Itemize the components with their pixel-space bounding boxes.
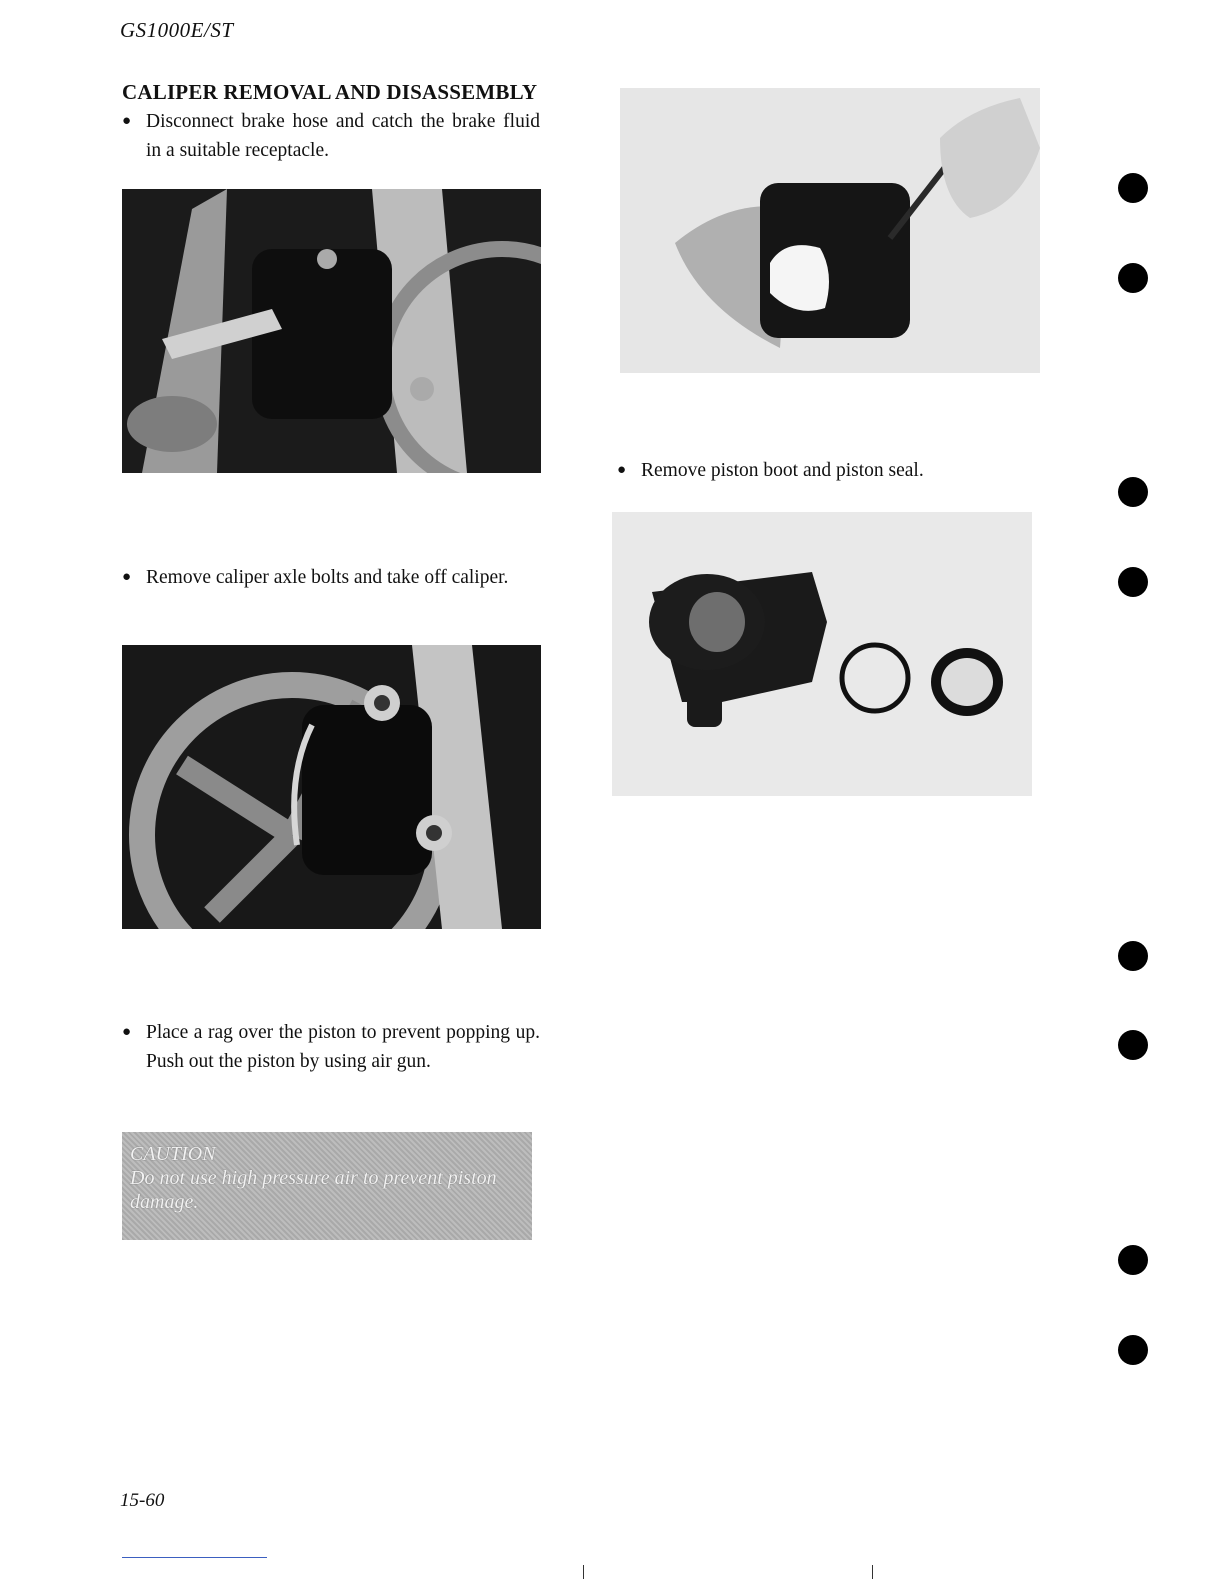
page-number: 15-60 — [120, 1490, 165, 1511]
bullet-icon: ● — [122, 113, 132, 129]
footer-rule — [122, 1557, 267, 1558]
photo-caliper-axle-bolts — [122, 645, 541, 929]
punch-hole-icon — [1118, 941, 1148, 971]
punch-hole-icon — [1118, 1335, 1148, 1365]
step-text: Disconnect brake hose and catch the brake fluid in a suitable receptacle. — [146, 111, 540, 161]
punch-hole-icon — [1118, 1030, 1148, 1060]
document-model-header: GS1000E/ST — [120, 18, 234, 42]
punch-hole-icon — [1118, 263, 1148, 293]
caution-box — [122, 1132, 532, 1240]
photo-brake-hose — [122, 189, 541, 473]
punch-hole-icon — [1118, 477, 1148, 507]
punch-hole-icon — [1118, 567, 1148, 597]
bullet-icon: ● — [617, 462, 627, 478]
section-title: CALIPER REMOVAL AND DISASSEMBLY — [122, 80, 538, 104]
caution-heading: CAUTION — [130, 1143, 216, 1165]
bullet-icon: ● — [122, 1024, 132, 1040]
step-text: Place a rag over the piston to prevent popping up. Push out the piston by using air gun. — [146, 1022, 540, 1072]
photo-piston-boot-seal — [612, 512, 1032, 796]
step-text: Remove piston boot and piston seal. — [641, 460, 924, 481]
scan-mark — [872, 1565, 873, 1579]
step-push-out-piston — [122, 1018, 540, 1076]
bullet-icon: ● — [122, 569, 132, 585]
step-remove-caliper — [122, 563, 540, 592]
step-disconnect-hose — [122, 107, 540, 165]
punch-hole-icon — [1118, 1245, 1148, 1275]
punch-hole-icon — [1118, 173, 1148, 203]
scan-mark — [583, 1565, 584, 1579]
step-text: Remove caliper axle bolts and take off caliper. — [146, 567, 509, 588]
step-remove-boot-seal — [617, 456, 1037, 485]
photo-air-gun-piston — [620, 88, 1040, 373]
caution-body: Do not use high pressure air to prevent piston damage. — [130, 1167, 497, 1213]
